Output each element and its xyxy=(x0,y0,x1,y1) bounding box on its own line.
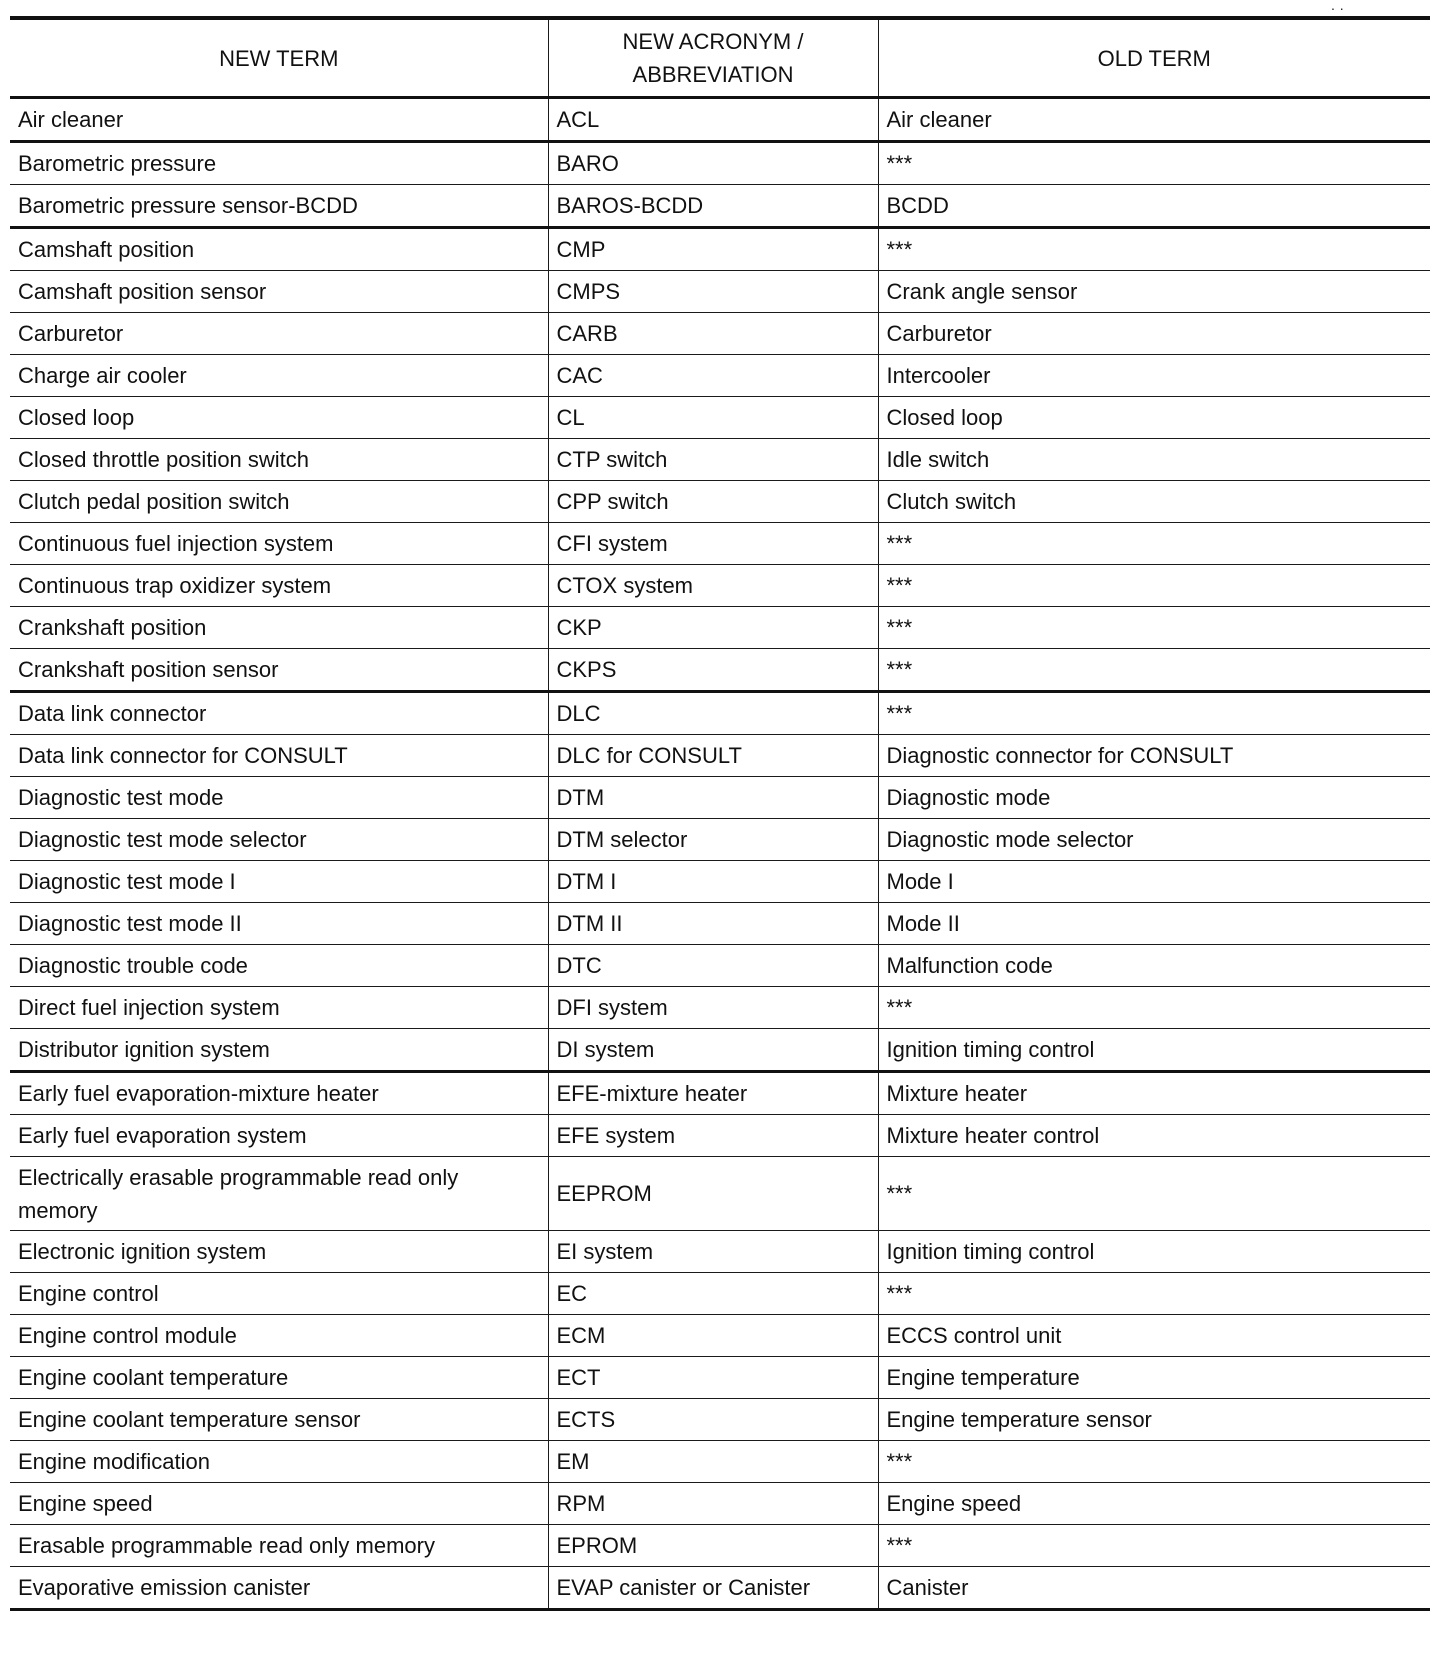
cell-new-term: Closed throttle position switch xyxy=(10,439,548,481)
cell-old-term: Diagnostic connector for CONSULT xyxy=(878,735,1430,777)
cell-new-term: Air cleaner xyxy=(10,98,548,142)
header-new-acronym xyxy=(548,18,878,98)
cell-old-term: Mixture heater control xyxy=(878,1115,1430,1157)
cell-old-term: *** xyxy=(878,649,1430,692)
table-row xyxy=(10,1029,1430,1072)
cell-new-term: Barometric pressure xyxy=(10,142,548,185)
cell-new-term: Engine control xyxy=(10,1273,548,1315)
cell-acronym: CMP xyxy=(548,228,878,271)
cell-acronym: DTM I xyxy=(548,861,878,903)
table-row xyxy=(10,397,1430,439)
cell-acronym: CMPS xyxy=(548,271,878,313)
cell-new-term: Engine modification xyxy=(10,1441,548,1483)
cell-old-term: Engine speed xyxy=(878,1483,1430,1525)
table-header-row xyxy=(10,18,1430,98)
header-new-acronym-label: NEW ACRONYM / ABBREVIATION xyxy=(622,29,804,87)
cell-new-term: Camshaft position sensor xyxy=(10,271,548,313)
table-row xyxy=(10,98,1430,142)
table-row xyxy=(10,903,1430,945)
cell-new-term: Electrically erasable programmable read only memory xyxy=(10,1157,548,1231)
cell-acronym: BAROS-BCDD xyxy=(548,185,878,228)
table-row xyxy=(10,523,1430,565)
cell-new-term: Evaporative emission canister xyxy=(10,1567,548,1610)
terminology-table xyxy=(10,16,1430,1611)
cell-acronym: CPP switch xyxy=(548,481,878,523)
cell-new-term: Early fuel evaporation system xyxy=(10,1115,548,1157)
cell-old-term: Mode I xyxy=(878,861,1430,903)
cell-new-term: Closed loop xyxy=(10,397,548,439)
cell-acronym: EFE-mixture heater xyxy=(548,1072,878,1115)
cell-new-term: Crankshaft position xyxy=(10,607,548,649)
table-row xyxy=(10,735,1430,777)
cell-acronym: CARB xyxy=(548,313,878,355)
cell-new-term: Electronic ignition system xyxy=(10,1231,548,1273)
cell-acronym: ECT xyxy=(548,1357,878,1399)
table-row xyxy=(10,271,1430,313)
table-row xyxy=(10,649,1430,692)
table-row xyxy=(10,1483,1430,1525)
cell-old-term: *** xyxy=(878,228,1430,271)
cell-new-term: Barometric pressure sensor-BCDD xyxy=(10,185,548,228)
table-row xyxy=(10,945,1430,987)
cell-new-term: Diagnostic test mode I xyxy=(10,861,548,903)
table-row xyxy=(10,1525,1430,1567)
table-row xyxy=(10,819,1430,861)
cell-new-term: Data link connector for CONSULT xyxy=(10,735,548,777)
table-row xyxy=(10,777,1430,819)
header-old-term-label: OLD TERM xyxy=(1097,45,1211,71)
table-row xyxy=(10,439,1430,481)
table-row xyxy=(10,1357,1430,1399)
cell-old-term: Canister xyxy=(878,1567,1430,1610)
cell-old-term: *** xyxy=(878,607,1430,649)
cell-old-term: BCDD xyxy=(878,185,1430,228)
cell-acronym: RPM xyxy=(548,1483,878,1525)
header-new-term xyxy=(10,18,548,98)
cell-new-term: Carburetor xyxy=(10,313,548,355)
cell-new-term: Diagnostic trouble code xyxy=(10,945,548,987)
cell-new-term: Charge air cooler xyxy=(10,355,548,397)
table-row xyxy=(10,1115,1430,1157)
table-row xyxy=(10,987,1430,1029)
cell-acronym: CFI system xyxy=(548,523,878,565)
cell-acronym: CTOX system xyxy=(548,565,878,607)
table-body xyxy=(10,98,1430,1610)
cell-acronym: EM xyxy=(548,1441,878,1483)
cell-acronym: ECM xyxy=(548,1315,878,1357)
header-old-term xyxy=(878,18,1430,98)
cell-new-term: Early fuel evaporation-mixture heater xyxy=(10,1072,548,1115)
cell-old-term: Ignition timing control xyxy=(878,1029,1430,1072)
cell-acronym: EC xyxy=(548,1273,878,1315)
cell-old-term: *** xyxy=(878,987,1430,1029)
cell-acronym: DTM xyxy=(548,777,878,819)
table-row xyxy=(10,142,1430,185)
cell-acronym: DLC for CONSULT xyxy=(548,735,878,777)
cell-old-term: *** xyxy=(878,565,1430,607)
cell-acronym: ACL xyxy=(548,98,878,142)
cell-acronym: ECTS xyxy=(548,1399,878,1441)
table-row xyxy=(10,1315,1430,1357)
table-row xyxy=(10,1441,1430,1483)
cell-acronym: DTC xyxy=(548,945,878,987)
table-row xyxy=(10,1399,1430,1441)
cell-acronym: CTP switch xyxy=(548,439,878,481)
cell-new-term: Distributor ignition system xyxy=(10,1029,548,1072)
table-row xyxy=(10,1273,1430,1315)
cell-acronym: CL xyxy=(548,397,878,439)
cell-old-term: Clutch switch xyxy=(878,481,1430,523)
cell-acronym: EFE system xyxy=(548,1115,878,1157)
cell-new-term: Clutch pedal position switch xyxy=(10,481,548,523)
cell-acronym: EVAP canister or Canister xyxy=(548,1567,878,1610)
cell-old-term: *** xyxy=(878,692,1430,735)
table-row xyxy=(10,1231,1430,1273)
cell-acronym: BARO xyxy=(548,142,878,185)
cell-acronym: CKPS xyxy=(548,649,878,692)
cell-old-term: ECCS control unit xyxy=(878,1315,1430,1357)
cell-old-term: *** xyxy=(878,142,1430,185)
cell-acronym: DI system xyxy=(548,1029,878,1072)
cell-old-term: Engine temperature xyxy=(878,1357,1430,1399)
cell-new-term: Diagnostic test mode xyxy=(10,777,548,819)
table-row xyxy=(10,355,1430,397)
cell-acronym: EPROM xyxy=(548,1525,878,1567)
cell-old-term: Crank angle sensor xyxy=(878,271,1430,313)
cell-new-term: Erasable programmable read only memory xyxy=(10,1525,548,1567)
cell-new-term: Continuous fuel injection system xyxy=(10,523,548,565)
cell-old-term: Closed loop xyxy=(878,397,1430,439)
table-row xyxy=(10,861,1430,903)
cell-old-term: Mixture heater xyxy=(878,1072,1430,1115)
cell-acronym: CAC xyxy=(548,355,878,397)
table-row xyxy=(10,185,1430,228)
cell-old-term: Idle switch xyxy=(878,439,1430,481)
cell-old-term: *** xyxy=(878,523,1430,565)
cell-old-term: Mode II xyxy=(878,903,1430,945)
cell-acronym: CKP xyxy=(548,607,878,649)
cell-old-term: Malfunction code xyxy=(878,945,1430,987)
cell-new-term: Diagnostic test mode II xyxy=(10,903,548,945)
cell-new-term: Data link connector xyxy=(10,692,548,735)
table-row xyxy=(10,481,1430,523)
cell-old-term: *** xyxy=(878,1525,1430,1567)
cell-acronym: DTM selector xyxy=(548,819,878,861)
table-row xyxy=(10,565,1430,607)
table-row xyxy=(10,228,1430,271)
cell-new-term: Crankshaft position sensor xyxy=(10,649,548,692)
cell-old-term: *** xyxy=(878,1273,1430,1315)
cell-new-term: Engine coolant temperature sensor xyxy=(10,1399,548,1441)
table-row xyxy=(10,692,1430,735)
table-row xyxy=(10,1567,1430,1610)
cell-new-term: Camshaft position xyxy=(10,228,548,271)
cell-new-term: Direct fuel injection system xyxy=(10,987,548,1029)
corner-dots: ·· xyxy=(1330,0,1348,16)
cell-acronym: EEPROM xyxy=(548,1157,878,1231)
table-row xyxy=(10,313,1430,355)
cell-new-term: Engine coolant temperature xyxy=(10,1357,548,1399)
cell-old-term: Engine temperature sensor xyxy=(878,1399,1430,1441)
cell-acronym: EI system xyxy=(548,1231,878,1273)
cell-new-term: Engine speed xyxy=(10,1483,548,1525)
cell-old-term: Ignition timing control xyxy=(878,1231,1430,1273)
header-new-term-label: NEW TERM xyxy=(219,45,339,71)
table-row xyxy=(10,607,1430,649)
cell-acronym: DFI system xyxy=(548,987,878,1029)
cell-acronym: DTM II xyxy=(548,903,878,945)
cell-old-term: *** xyxy=(878,1441,1430,1483)
cell-old-term: Diagnostic mode selector xyxy=(878,819,1430,861)
cell-new-term: Diagnostic test mode selector xyxy=(10,819,548,861)
cell-old-term: Carburetor xyxy=(878,313,1430,355)
cell-old-term: Air cleaner xyxy=(878,98,1430,142)
cell-new-term: Continuous trap oxidizer system xyxy=(10,565,548,607)
cell-old-term: *** xyxy=(878,1157,1430,1231)
table-row xyxy=(10,1157,1430,1231)
cell-acronym: DLC xyxy=(548,692,878,735)
cell-old-term: Intercooler xyxy=(878,355,1430,397)
cell-new-term: Engine control module xyxy=(10,1315,548,1357)
cell-old-term: Diagnostic mode xyxy=(878,777,1430,819)
table-row xyxy=(10,1072,1430,1115)
